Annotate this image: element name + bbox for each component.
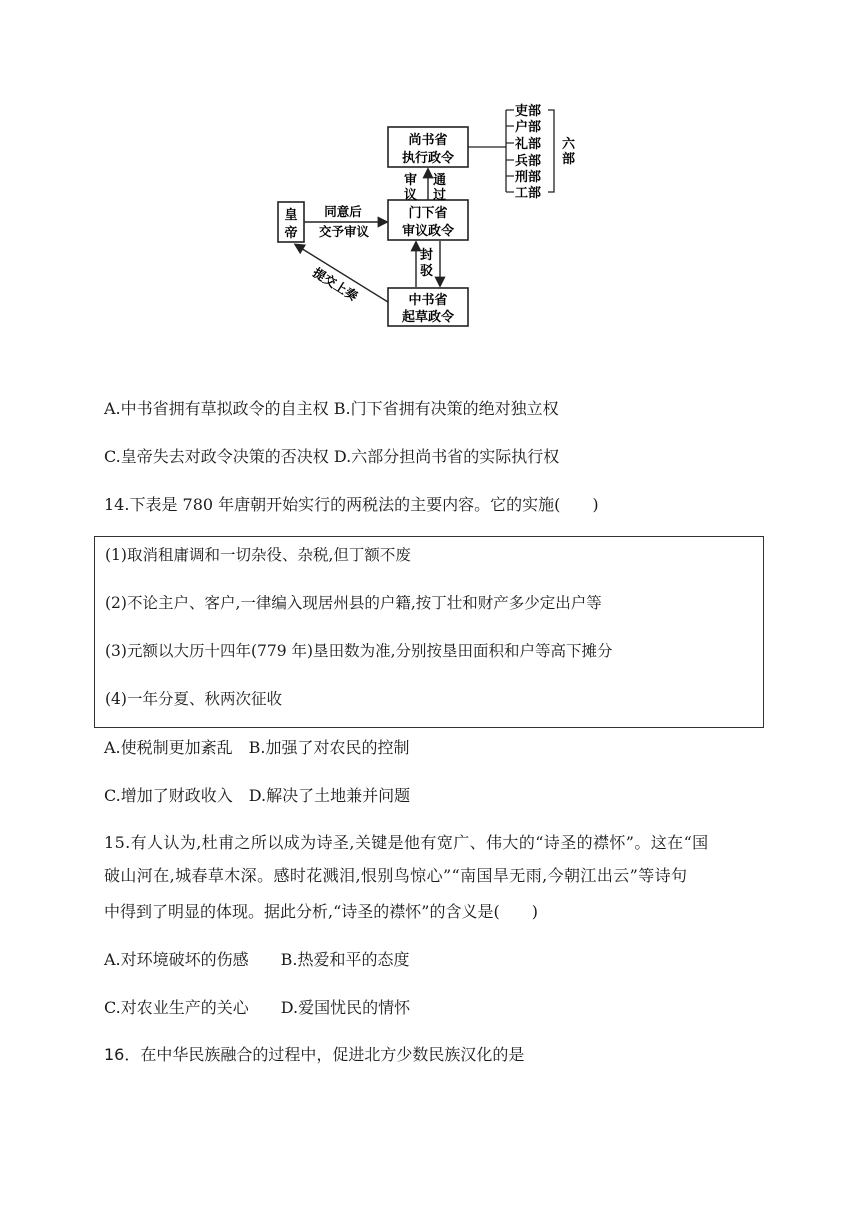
q15-stem-line2: 破山河在,城春草木深。感时花溅泪,恨别鸟惊心”“南国旱无雨,今朝江出云”等诗句 xyxy=(104,866,688,885)
svg-text:过: 过 xyxy=(433,188,447,203)
q14-table xyxy=(94,536,764,728)
q15-options-ab: A.对环境破坏的伤感 B.热爱和平的态度 xyxy=(104,950,410,969)
q15-options-cd: C.对农业生产的关心 D.爱国忧民的情怀 xyxy=(104,998,411,1017)
q14-table-row: (2)不论主户、客户,一律编入现居州县的户籍,按丁壮和财产多少定出户等 xyxy=(105,594,602,612)
svg-text:驳: 驳 xyxy=(420,264,434,279)
svg-text:封: 封 xyxy=(420,248,434,263)
svg-text:工部: 工部 xyxy=(515,186,542,201)
q16-stem: 16．在中华民族融合的过程中，促进北方少数民族汉化的是 xyxy=(104,1045,525,1064)
emperor-box xyxy=(278,202,304,242)
svg-text:户部: 户部 xyxy=(515,120,542,135)
q14-table-row: (3)元额以大历十四年(779 年)垦田数为准,分别按垦田面积和户等高下摊分 xyxy=(105,642,613,660)
zhongshu-box xyxy=(388,288,468,326)
svg-text:尚书省: 尚书省 xyxy=(408,133,448,148)
three-departments-diagram xyxy=(0,0,860,340)
q14-options-cd: C.增加了财政收入 D.解决了土地兼并问题 xyxy=(104,786,411,805)
svg-text:提交上奏: 提交上奏 xyxy=(310,264,361,304)
svg-text:通: 通 xyxy=(433,173,447,188)
svg-text:审议政令: 审议政令 xyxy=(401,224,455,239)
svg-text:审: 审 xyxy=(404,173,418,188)
svg-text:同意后: 同意后 xyxy=(324,204,362,219)
svg-text:中书省: 中书省 xyxy=(408,293,448,308)
svg-text:礼部: 礼部 xyxy=(515,137,542,152)
svg-text:帝: 帝 xyxy=(284,226,298,241)
liubu-label: 六 xyxy=(562,137,576,152)
q14-table-row: (4)一年分夏、秋两次征收 xyxy=(105,690,282,708)
svg-text:皇: 皇 xyxy=(284,208,298,223)
q13-options-ab: A.中书省拥有草拟政令的自主权 B.门下省拥有决策的绝对独立权 xyxy=(104,399,559,418)
q15-stem-line3: 中得到了明显的体现。据此分析,“诗圣的襟怀”的含义是( ) xyxy=(104,902,538,921)
svg-text:议: 议 xyxy=(404,188,418,203)
svg-text:交予审议: 交予审议 xyxy=(318,224,370,239)
menxia-box xyxy=(388,200,468,240)
svg-text:刑部: 刑部 xyxy=(515,170,542,185)
shangshu-box xyxy=(388,127,468,167)
svg-text:兵部: 兵部 xyxy=(515,154,542,169)
q13-options-cd: C.皇帝失去对政令决策的否决权 D.六部分担尚书省的实际执行权 xyxy=(104,447,560,466)
q14-options-ab: A.使税制更加紊乱 B.加强了对农民的控制 xyxy=(104,738,410,757)
svg-text:部: 部 xyxy=(562,152,576,167)
q14-stem: 14.下表是 780 年唐朝开始实行的两税法的主要内容。它的实施( ) xyxy=(104,495,599,514)
svg-text:起草政令: 起草政令 xyxy=(401,310,455,325)
liubu-list xyxy=(506,103,541,201)
svg-text:门下省: 门下省 xyxy=(408,206,448,221)
svg-text:执行政令: 执行政令 xyxy=(401,151,455,166)
svg-text:吏部: 吏部 xyxy=(515,104,542,119)
q14-table-row: (1)取消租庸调和一切杂役、杂税,但丁额不废 xyxy=(105,546,411,564)
q15-stem-line1: 15.有人认为,杜甫之所以成为诗圣,关键是他有宽广、伟大的“诗圣的襟怀”。这在“国 xyxy=(104,833,709,852)
